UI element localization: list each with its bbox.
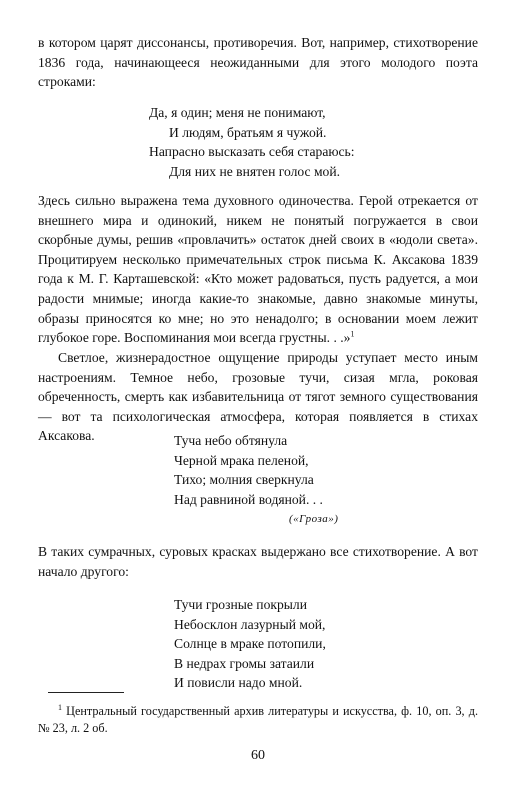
verse-line: Солнце в мраке потопили, <box>174 636 326 652</box>
verse-line: И людям, братьям я чужой. <box>169 124 327 140</box>
verse-line: Напрасно высказать себя стараюсь: <box>149 144 355 160</box>
poem-title-caption: («Гроза») <box>289 513 339 525</box>
verse-line: Черной мрака пеленой, <box>174 452 309 468</box>
paragraph-transition: В таких сумрачных, суровых красках выдержано все стихотворение. А вот начало другого: <box>38 544 478 579</box>
verse-line: Тихо; молния сверкнула <box>174 472 314 488</box>
verse-line: Тучи грозные покрыли <box>174 597 307 612</box>
footnote-divider <box>48 692 124 693</box>
paragraph-dark-moods: Светлое, жизнерадостное ощущение природы уступает место иным настроениям. Темное небо, грозовые тучи, сизая мгла, роковая обреченность, смерть как избавительница от тягот земного существования — вот та психологическая атмосфера, которая появляется в стихах Аксакова. <box>38 350 478 444</box>
verse-line: И повисли надо мной. <box>174 675 303 691</box>
footnote-marker: 1 <box>58 702 62 712</box>
paragraph-intro: в котором царят диссонансы, противоречия. Вот, например, стихотворение 1836 года, начинающееся неожиданными для этого молодого поэта строками: <box>38 35 478 90</box>
verse-line: Туча небо обтянула <box>174 433 288 448</box>
verse-block-clouds <box>174 595 326 693</box>
verse-line: Небосклон лазурный мой, <box>174 616 326 632</box>
verse-line: В недрах громы затаили <box>174 655 315 671</box>
footnote <box>38 703 478 737</box>
verse-line: Для них не внятен голос мой. <box>169 163 341 179</box>
verse-line: Над равниной водяной. . . <box>174 491 323 507</box>
verse-block-storm <box>174 431 323 509</box>
page-number: 60 <box>251 748 265 763</box>
paragraph-loneliness-theme <box>38 191 478 348</box>
footnote-reference: 1 <box>350 329 355 339</box>
verse-block-loneliness <box>149 103 355 181</box>
paragraph-text: Здесь сильно выражена тема духовного одиночества. Герой отрекается от внешнего мира и одинокий, никем не понятый погружается в свои скорбные думы, решив «провлачить» остаток дней своих в «юдоли света». Процитируем несколько примечательных строк письма К. Аксакова 1839 года к М. Г. Карташевской: «Кто может радоваться, пусть радуется, а мои радости мнимые; иногда какие-то знакомые, давно знакомые минуты, образы приносятся ко мне; но это ненадолго; в основании моем лежит глубокое горе. Воспоминания мои всегда грустны. . .» <box>38 193 478 346</box>
footnote-text: Центральный государственный архив литературы и искусства, ф. 10, оп. 3, д. № 23, л. 2 об. <box>38 704 478 735</box>
verse-line: Да, я один; меня не понимают, <box>149 105 326 120</box>
